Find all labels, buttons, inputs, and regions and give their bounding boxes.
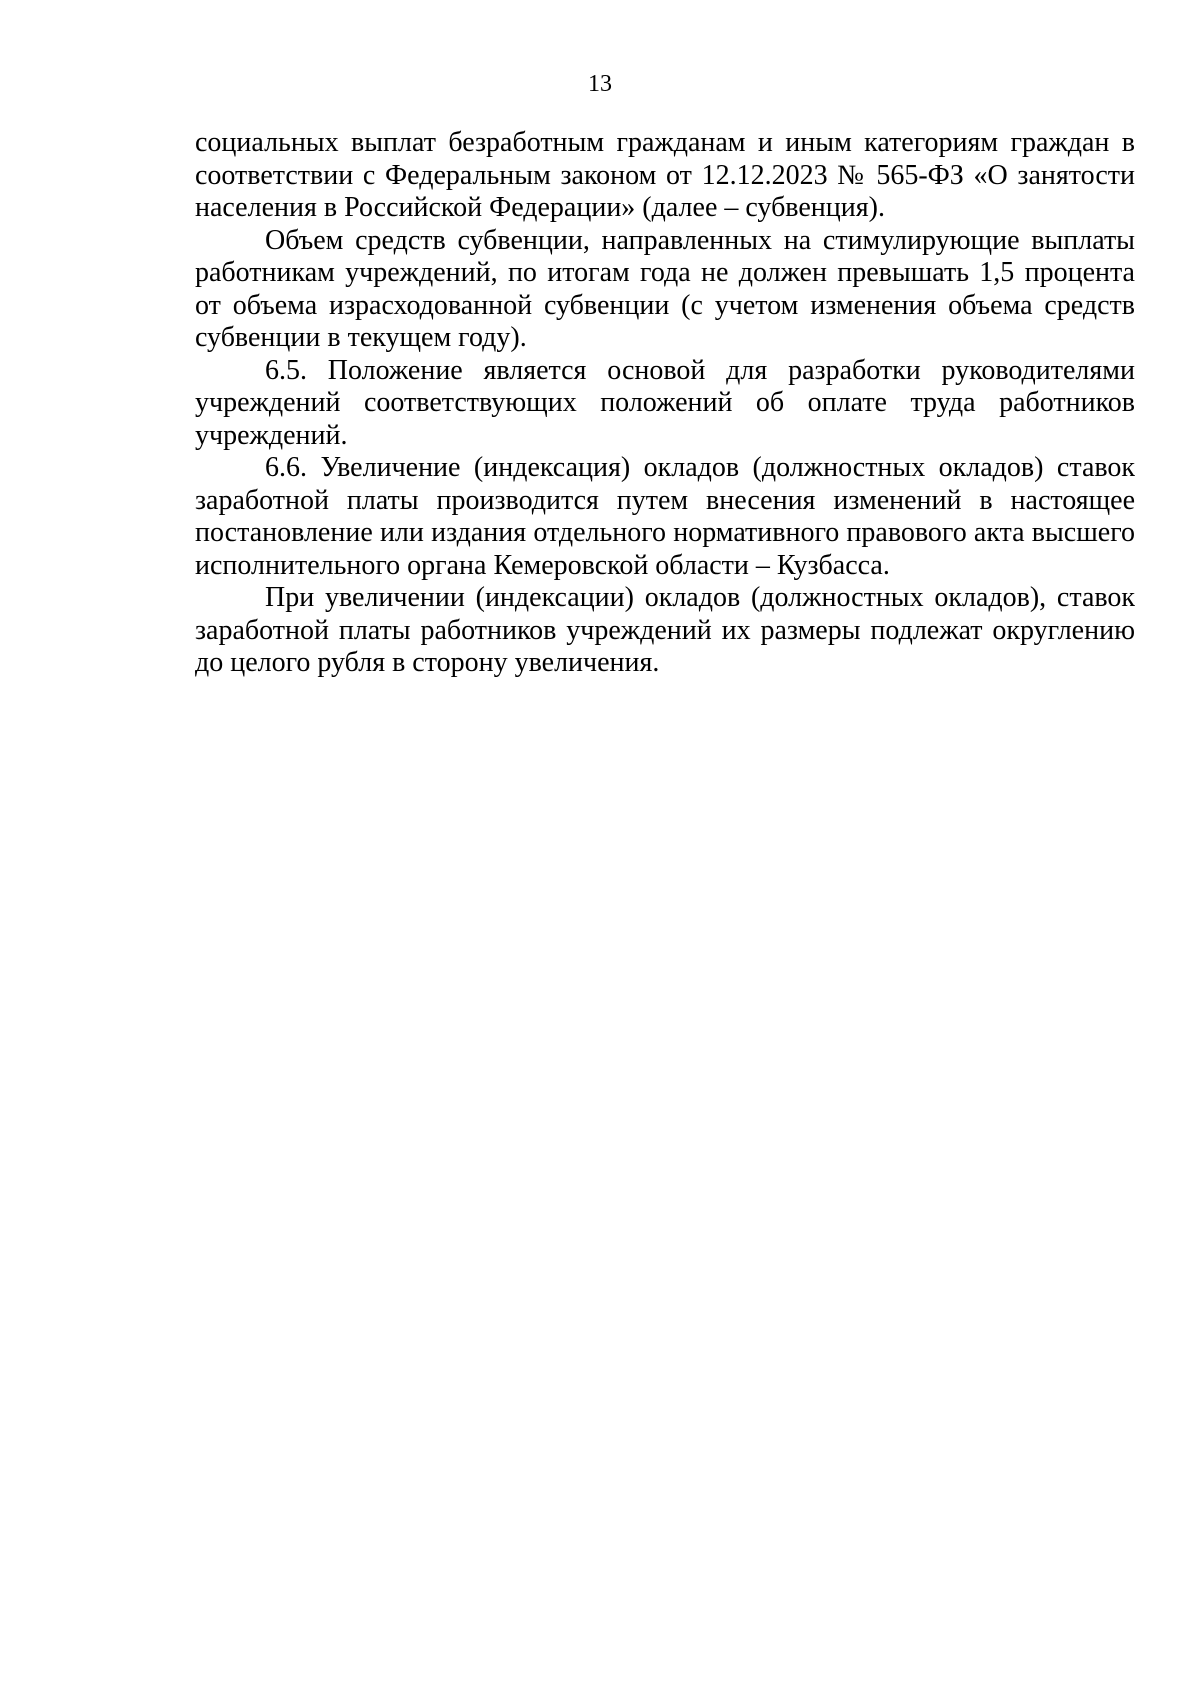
page-number: 13 xyxy=(588,71,612,97)
paragraph-6-5: 6.5. Положение является основой для разработки руководителями учреждений соответствующих положений об оплате труда работников учреждений. xyxy=(195,354,1135,451)
paragraph-subvention-continuation: социальных выплат безработным гражданам и иным категориям граждан в соответствии с Федеральным законом от 12.12.2023 № 565-ФЗ «О занятости населения в Российской Федерации» (далее – субвенция). xyxy=(195,127,1135,223)
paragraph-6-6: 6.6. Увеличение (индексация) окладов (должностных окладов) ставок заработной платы производится путем внесения изменений в настоящее постановление или издания отдельного нормативного правового акта высшего исполнительного органа Кемеровской области – Кузбасса. xyxy=(195,452,1135,581)
paragraph-rounding: При увеличении (индексации) окладов (должностных окладов), ставок заработной платы работников учреждений их размеры подлежат округлению до целого рубля в сторону увеличения. xyxy=(195,582,1135,678)
paragraph-incentive-payments: Объем средств субвенции, направленных на стимулирующие выплаты работникам учреждений, по итогам года не должен превышать 1,5 процента от объема израсходованной субвенции (с учетом изменения объема средств субвенции в текущем году). xyxy=(195,224,1135,353)
document-body xyxy=(195,127,1135,680)
